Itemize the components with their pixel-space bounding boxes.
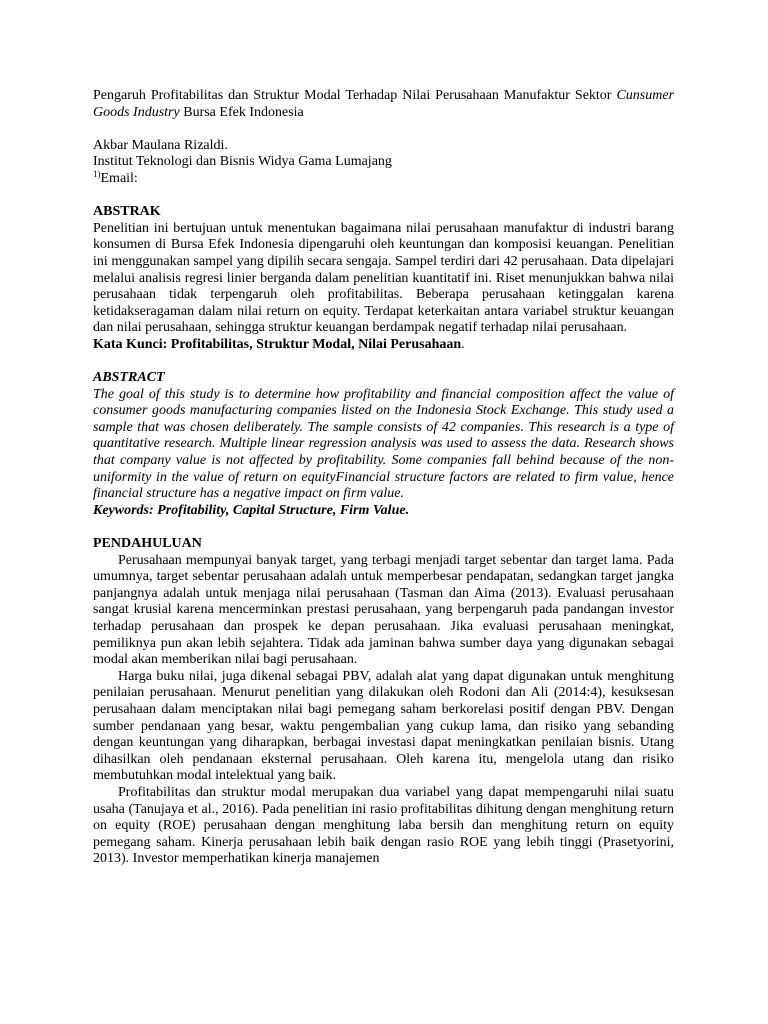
title-rest: Bursa Efek Indonesia xyxy=(179,104,304,120)
author-email xyxy=(93,168,674,188)
title-italic-part: Cunsumer Goods Industry xyxy=(93,88,675,120)
abstrak-heading: ABSTRAK xyxy=(93,204,161,220)
document-page xyxy=(93,88,674,868)
abstract-body: The goal of this study is to determine how profitability and financial composition affect the value of consumer goods manufacturing companies listed on the Indonesia Stock Exchange. This study used a sample that was chosen deliberately. The sample consists of 42 companies. This research is a type of quantitative research. Multiple linear regression analysis was used to assess the data. Research shows that company value is not affected by profitability. Some companies fall behind because of the non-uniformity in the value of return on equityFinancial structure factors are related to firm value, hence financial structure has a negative impact on firm value. xyxy=(93,386,674,502)
abstrak-keywords-text: Kata Kunci: Profitabilitas, Struktur Modal, Nilai Perusahaan xyxy=(93,336,462,352)
author-name: Akbar Maulana Rizaldi. xyxy=(93,137,228,153)
pendahuluan-paragraph-1: Perusahaan mempunyai banyak target, yang terbagi menjadi target sebentar dan target lama. Pada umumnya, target sebentar perusahaan adalah untuk memperbesar pendapatan, sedangkan target jangka panjangnya adalah untuk menjaga nilai perusahaan (Tasman dan Aima (2013). Evaluasi perusahaan sangat krusial karena mencerminkan prestasi perusahaan, yang berpengaruh pada pandangan investor terhadap perusahaan dan prospek ke depan perusahaan. Jika evaluasi perusahaan meningkat, pemiliknya pun akan lebih sejahtera. Tidak ada jaminan bahwa sumber daya yang digunakan sebagai modal akan memberikan nilai bagi perusahaan. xyxy=(93,552,674,668)
abstrak-keywords-end: . xyxy=(461,336,465,352)
spacer xyxy=(93,354,674,371)
title-main: Pengaruh Profitabilitas dan Struktur Modal Terhadap Nilai Perusahaan Manufaktur Sektor xyxy=(93,88,612,103)
spacer xyxy=(93,519,674,536)
abstrak-body: Penelitian ini bertujuan untuk menentukan bagaimana nilai perusahaan manufaktur di industri barang konsumen di Bursa Efek Indonesia dipengaruhi oleh keuntungan dan komposisi keuangan. Penelitian ini menggunakan sampel yang dipilih secara sengaja. Sampel terdiri dari 42 perusahaan. Data dipelajari melalui analisis regresi linier berganda dalam penelitian kuantitatif ini. Riset menunjukkan bahwa nilai perusahaan tidak terpengaruh oleh profitabilitas. Beberapa perusahaan ketinggalan karena ketidakseragaman dalam nilai return on equity. Terdapat keterkaitan antara variabel struktur keuangan dan nilai perusahaan, sehingga struktur keuangan berdampak negatif terhadap nilai perusahaan. xyxy=(93,220,674,336)
spacer xyxy=(93,188,674,205)
abstract-heading: ABSTRACT xyxy=(93,370,165,386)
spacer xyxy=(93,121,674,138)
pendahuluan-paragraph-2: Harga buku nilai, juga dikenal sebagai PBV, adalah alat yang dapat digunakan untuk menghitung penilaian perusahaan. Menurut penelitian yang dilakukan oleh Rodoni dan Ali (2014:4), kesuksesan perusahaan dalam menciptakan nilai bagi pemegang saham berkorelasi positif dengan PBV. Dengan sumber pendanaan yang besar, waktu pengembalian yang cukup lama, dan risiko yang sebanding dengan keuntungan yang diharapkan, berbagai investasi dapat meningkatkan penilaian bisnis. Utang dihasilkan oleh pendanaan eksternal perusahaan. Oleh karena itu, mengelola utang dan risiko membutuhkan modal intelektual yang baik. xyxy=(93,668,674,784)
author-institution: Institut Teknologi dan Bisnis Widya Gama Lumajang xyxy=(93,154,392,170)
abstrak-keywords xyxy=(93,337,674,354)
pendahuluan-paragraph-3: Profitabilitas dan struktur modal merupakan dua variabel yang dapat mempengaruhi nilai suatu usaha (Tanujaya et al., 2016). Pada penelitian ini rasio profitabilitas dihitung dengan menghitung return on equity (ROE) perusahaan dengan menghitung laba bersih dan menghitung return on equity pemegang saham. Kinerja perusahaan lebih baik dengan rasio ROE yang lebih tinggi (Prasetyorini, 2013). Investor memperhatikan kinerja manajemen xyxy=(93,784,674,867)
pendahuluan-heading: PENDAHULUAN xyxy=(93,536,202,552)
email-label: Email: xyxy=(100,170,138,186)
abstract-keywords: Keywords: Profitability, Capital Structure, Firm Value. xyxy=(93,502,410,518)
paper-title xyxy=(93,88,674,121)
email-superscript: 1) xyxy=(93,168,101,179)
